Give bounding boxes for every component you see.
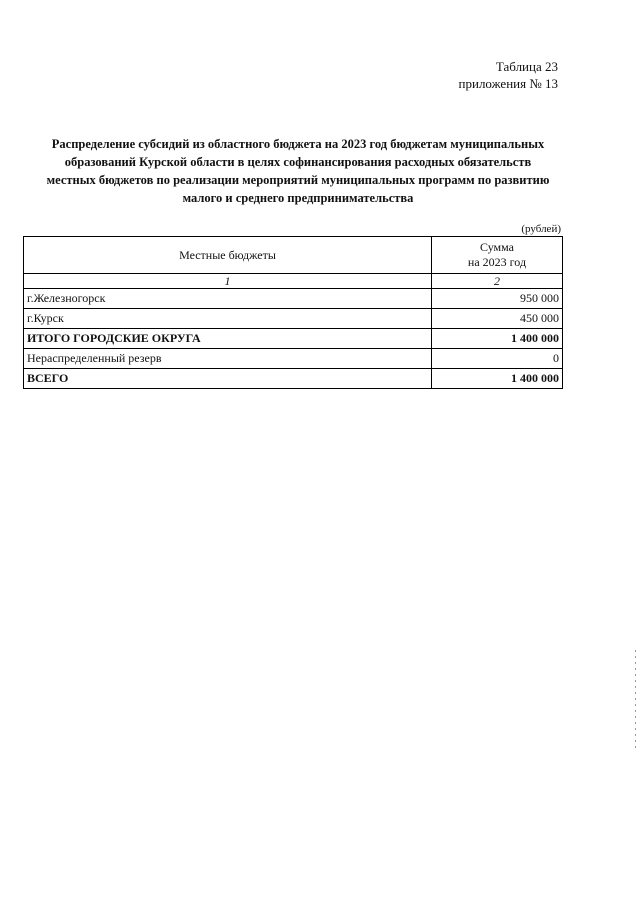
row-amount: 950 000 — [432, 289, 563, 309]
subsidy-table — [23, 236, 563, 389]
row-name: г.Железногорск — [24, 289, 432, 309]
appendix-reference — [459, 58, 558, 92]
column-number-1: 1 — [24, 274, 432, 289]
row-amount: 450 000 — [432, 309, 563, 329]
row-amount: 1 400 000 — [432, 329, 563, 349]
table-row-total — [24, 369, 563, 389]
row-name: Нераспределенный резерв — [24, 349, 432, 369]
table-row — [24, 289, 563, 309]
header-amount — [432, 237, 563, 274]
column-number-row — [24, 274, 563, 289]
row-amount: 0 — [432, 349, 563, 369]
row-amount: 1 400 000 — [432, 369, 563, 389]
units-label: (рублей) — [521, 223, 561, 235]
title-line-3: местных бюджетов по реализации мероприятий муниципальных программ по развитию — [46, 173, 550, 187]
document-title — [30, 135, 566, 207]
row-name: ВСЕГО — [24, 369, 432, 389]
title-line-2: образований Курской области в целях софинансирования расходных обязательств — [64, 155, 532, 169]
header-local-budgets: Местные бюджеты — [24, 237, 432, 274]
header-amount-line-1: Сумма — [480, 240, 514, 254]
title-line-1: Распределение субсидий из областного бюджета на 2023 год бюджетам муниципальных — [51, 137, 545, 151]
row-name: ИТОГО ГОРОДСКИЕ ОКРУГА — [24, 329, 432, 349]
column-number-2: 2 — [432, 274, 563, 289]
scan-edge-marks — [635, 650, 636, 750]
table-row — [24, 349, 563, 369]
appendix-number: приложения № 13 — [458, 76, 558, 91]
table-row-subtotal — [24, 329, 563, 349]
header-amount-line-2: на 2023 год — [467, 255, 527, 269]
table-row — [24, 309, 563, 329]
table-number: Таблица 23 — [495, 59, 558, 74]
row-name: г.Курск — [24, 309, 432, 329]
title-line-4: малого и среднего предпринимательства — [182, 191, 414, 205]
